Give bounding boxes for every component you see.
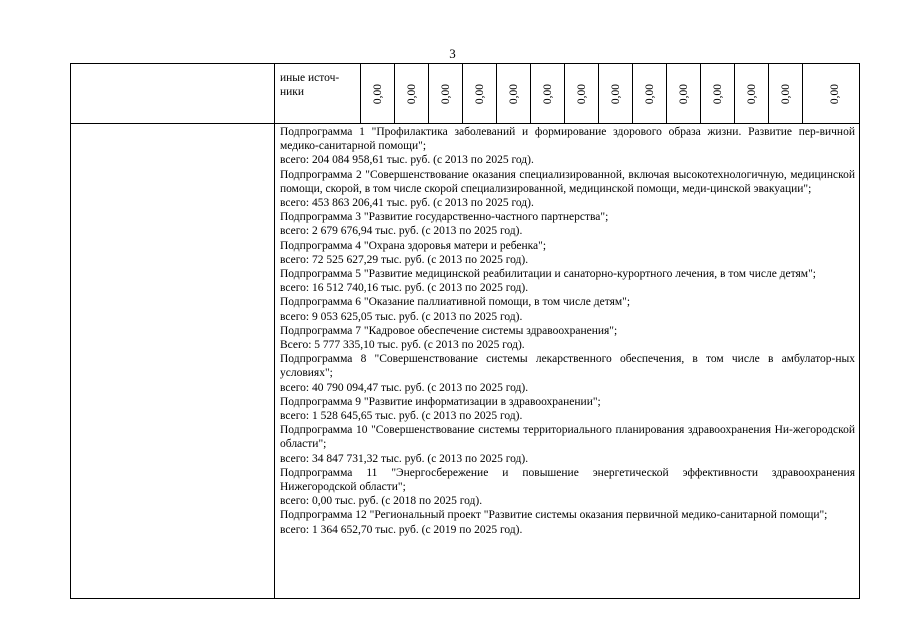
subprograms-text xyxy=(280,125,855,537)
subprogram-line: всего: 16 512 740,16 тыс. руб. (с 2013 по 2025 год). xyxy=(280,282,529,295)
subprogram-line: Подпрограмма 5 "Развитие медицинской реабилитации и санаторно-курортного лечения, в том числе детям"; xyxy=(280,268,816,281)
value-cell-text: 0,00 xyxy=(677,83,690,104)
value-cell xyxy=(769,64,803,123)
subprogram-line: всего: 204 084 958,61 тыс. руб. (с 2013 по 2025 год). xyxy=(280,154,534,167)
subprogram-line: всего: 1 528 645,65 тыс. руб. (с 2013 по 2025 год). xyxy=(280,410,523,423)
value-cell xyxy=(531,64,565,123)
subprogram-line: Подпрограмма 6 "Оказание паллиативной помощи, в том числе детям"; xyxy=(280,296,631,309)
subprogram-line: всего: 2 679 676,94 тыс. руб. (с 2013 по 2025 год). xyxy=(280,225,523,238)
value-cell xyxy=(429,64,463,123)
funding-table xyxy=(70,63,860,599)
subprogram-line: Подпрограмма 10 "Совершенствование системы территориального планирования здравоохранения Ни-жегородской области"; xyxy=(280,424,855,451)
subprogram-line: Подпрограмма 7 "Кадровое обеспечение системы здравоохранения"; xyxy=(280,324,618,337)
value-cell-text: 0,00 xyxy=(779,83,792,104)
value-cell-text: 0,00 xyxy=(473,83,486,104)
other-sources-label xyxy=(276,64,361,123)
value-cell xyxy=(565,64,599,123)
value-cell xyxy=(803,64,867,123)
value-cell-text: 0,00 xyxy=(371,83,384,104)
value-cell xyxy=(667,64,701,123)
value-cell-text: 0,00 xyxy=(745,83,758,104)
subprogram-line: всего: 40 790 094,47 тыс. руб. (с 2013 по 2025 год). xyxy=(280,381,529,394)
value-cell-text: 0,00 xyxy=(439,83,452,104)
other-sources-label-text: иные источ- ники xyxy=(280,72,340,98)
value-cell xyxy=(361,64,395,123)
value-cell xyxy=(701,64,735,123)
value-cell-text: 0,00 xyxy=(643,83,656,104)
subprogram-line: Подпрограмма 9 "Развитие информатизации в здравоохранении"; xyxy=(280,395,601,408)
subprogram-line: всего: 9 053 625,05 тыс. руб. (с 2013 по 2025 год). xyxy=(280,310,523,323)
value-cell-text: 0,00 xyxy=(609,83,622,104)
subprogram-line: Подпрограмма 12 "Региональный проект "Развитие системы оказания первичной медико-санитарной помощи"; xyxy=(280,509,828,522)
subprogram-line: всего: 453 863 206,41 тыс. руб. (с 2013 по 2025 год). xyxy=(280,197,534,210)
subprogram-line: Подпрограмма 2 "Совершенствование оказания специализированной, включая высокотехнологичную, медицинской помощи, скорой, в том числе скорой специализированной, медицинской помощи, меди-цинской эвакуации"; xyxy=(280,168,855,195)
value-cell xyxy=(463,64,497,123)
subprogram-line: Подпрограмма 11 "Энергосбережение и повышение энергетической эффективности здравоохранения Нижегородской области"; xyxy=(280,466,855,494)
page-number: 3 xyxy=(449,46,456,61)
subprogram-line: Подпрограмма 4 "Охрана здоровья матери и ребенка"; xyxy=(280,239,547,252)
value-cell-text: 0,00 xyxy=(711,83,724,104)
subprogram-line: Подпрограмма 3 "Развитие государственно-частного партнерства"; xyxy=(280,211,609,224)
value-cell xyxy=(735,64,769,123)
subprogram-line: Всего: 5 777 335,10 тыс. руб. (с 2013 по 2025 год). xyxy=(280,339,525,352)
subprogram-line: Подпрограмма 1 "Профилактика заболеваний и формирование здорового образа жизни. Развитие пер-вичной медико-санитарной помощи"; xyxy=(280,126,855,153)
subprogram-line: всего: 1 364 652,70 тыс. руб. (с 2019 по 2025 год). xyxy=(280,523,523,536)
value-cell xyxy=(497,64,531,123)
value-cell xyxy=(599,64,633,123)
empty-left-cell xyxy=(71,64,275,123)
empty-left-cell-2 xyxy=(71,124,275,598)
subprogram-line: всего: 72 525 627,29 тыс. руб. (с 2013 по 2025 год). xyxy=(280,253,529,266)
value-cell xyxy=(395,64,429,123)
value-cell-text: 0,00 xyxy=(829,83,841,104)
subprograms-row xyxy=(71,124,859,598)
subprogram-line: всего: 34 847 731,32 тыс. руб. (с 2013 по 2025 год). xyxy=(280,452,529,465)
other-sources-row xyxy=(71,64,859,124)
value-cell-text: 0,00 xyxy=(575,83,588,104)
value-cell-text: 0,00 xyxy=(541,83,554,104)
subprogram-line: всего: 0,00 тыс. руб. (с 2018 по 2025 год). xyxy=(280,495,483,508)
value-cell-text: 0,00 xyxy=(507,83,520,104)
value-cell-text: 0,00 xyxy=(405,83,418,104)
subprogram-line: Подпрограмма 8 "Совершенствование системы лекарственного обеспечения, в том числе в амбулатор-ных условиях"; xyxy=(280,353,855,380)
value-cell xyxy=(633,64,667,123)
